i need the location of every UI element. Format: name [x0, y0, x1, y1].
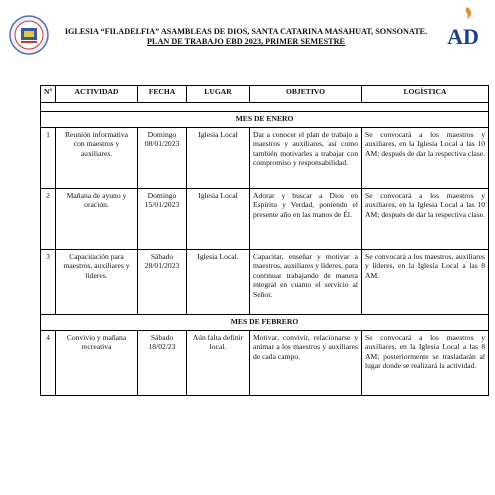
- row-number: 2: [41, 189, 56, 250]
- header-title: IGLESIA “FILADELFIA” ASAMBLEAS DE DIOS, SANTA CATARINA MASAHUAT, SONSONATE.: [64, 27, 428, 36]
- row-date: Domingo 15/01/2023: [138, 189, 187, 250]
- row-activity: Convivio y mañana recreativa: [56, 331, 138, 396]
- row-objective: Capacitar, enseñar y motivar a maestros, auxiliares y líderes, para continuar trabajando de manera integral en cuanto el servicio al Señor.: [250, 250, 362, 315]
- column-header-place: LUGAR: [187, 86, 250, 103]
- row-activity: Mañana de ayuno y oración.: [56, 189, 138, 250]
- table-row: [41, 189, 489, 250]
- column-header-date: FECHA: [138, 86, 187, 103]
- svg-text:AD: AD: [447, 24, 479, 49]
- row-objective: Motivar, convivir, relacionarse y animar a los maestros y auxiliares de cada campo.: [250, 331, 362, 396]
- table-row: [41, 250, 489, 315]
- row-objective: Dar a conocer el plan de trabajo a maestros y auxiliares, así como también motivarles a trabajar con compromiso y responsabilidad.: [250, 128, 362, 189]
- header-subtitle: PLAN DE TRABAJO EBD 2023, PRIMER SEMESTRE: [147, 37, 345, 46]
- table-header-row: [41, 86, 489, 103]
- row-logistics: Se convocará a los maestros y auxiliares, en la Iglesia Local a las 10 AM; después de dar la respectiva clase.: [362, 189, 489, 250]
- column-header-activity: ACTIVIDAD: [56, 86, 138, 103]
- work-plan-table: [40, 85, 489, 396]
- table-row: [41, 128, 489, 189]
- row-date: Domingo 08/01/2023: [138, 128, 187, 189]
- row-logistics: Se convocará a los maestros, auxiliares y líderes, en la Iglesia Local a las 8 AM.: [362, 250, 489, 315]
- column-header-objective: OBJETIVO: [250, 86, 362, 103]
- document-header: [56, 27, 436, 47]
- row-logistics: Se convocará a los maestros y auxiliares, en la Iglesia Local a las 10 AM; después de dar la respectiva clase.: [362, 128, 489, 189]
- row-place: Aún falta definir local.: [187, 331, 250, 396]
- month-heading-january: MES DE ENERO: [41, 112, 489, 128]
- row-place: Iglesia Local: [187, 128, 250, 189]
- row-number: 4: [41, 331, 56, 396]
- row-date: Sábado 28/01/2023: [138, 250, 187, 315]
- row-date: Sábado 18/02/23: [138, 331, 187, 396]
- church-seal-icon: [8, 14, 50, 56]
- spacer-row: [41, 103, 489, 112]
- column-header-number: Nº: [41, 86, 56, 103]
- row-place: Iglesia Local: [187, 189, 250, 250]
- row-number: 3: [41, 250, 56, 315]
- row-logistics: Se convocará a los maestros y auxiliares, en la Iglesia Local a las 8 AM; posteriormente se trasladarán al lugar donde se realizará la actividad.: [362, 331, 489, 396]
- row-number: 1: [41, 128, 56, 189]
- row-objective: Adorar y buscar a Dios en Espíritu y Verdad, poniendo el presente año en las manos de Él.: [250, 189, 362, 250]
- assemblies-of-god-logo: [443, 4, 483, 50]
- column-header-logistics: LOGÍSTICA: [362, 86, 489, 103]
- month-heading-february: MES DE FEBRERO: [41, 315, 489, 331]
- table-row: [41, 331, 489, 396]
- row-place: Iglesia Local.: [187, 250, 250, 315]
- row-activity: Reunión informativa con maestros y auxiliares.: [56, 128, 138, 189]
- row-activity: Capacitación para maestros, auxiliares y líderes.: [56, 250, 138, 315]
